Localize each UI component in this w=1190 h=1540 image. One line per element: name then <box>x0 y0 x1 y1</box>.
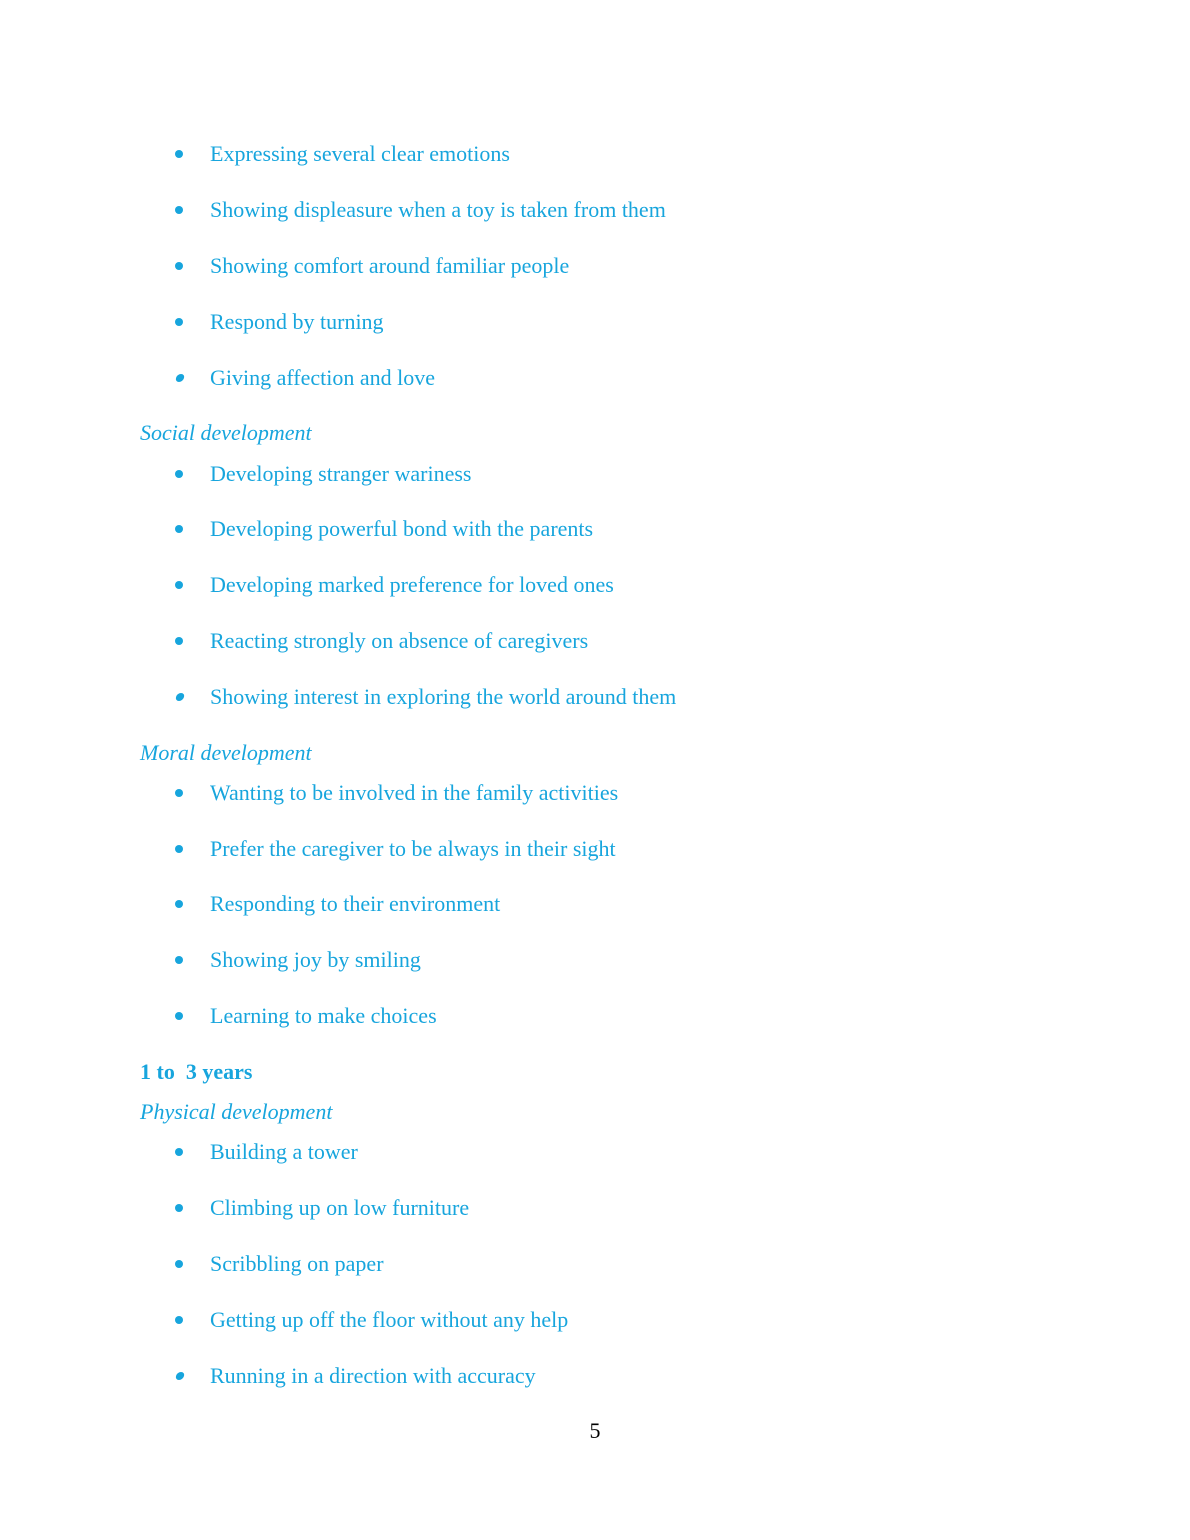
bullet-icon <box>175 845 183 853</box>
bullet-icon <box>175 318 183 326</box>
bullet-icon <box>175 637 183 645</box>
list-item: Wanting to be involved in the family activities <box>210 780 619 805</box>
bullet-icon <box>175 1012 183 1020</box>
section-heading-physical: Physical development <box>140 1099 333 1124</box>
list-item: Learning to make choices <box>210 1003 437 1028</box>
bullet-icon <box>175 581 183 589</box>
bullet-icon <box>175 1204 183 1212</box>
bullet-icon <box>175 374 185 382</box>
list-item: Expressing several clear emotions <box>210 141 510 166</box>
list-item: Developing stranger wariness <box>210 461 472 486</box>
section-heading-social: Social development <box>140 420 312 445</box>
list-item: Getting up off the floor without any help <box>210 1307 569 1332</box>
list-item: Showing displeasure when a toy is taken from them <box>210 197 666 222</box>
list-item: Developing marked preference for loved ones <box>210 572 614 597</box>
list-item: Developing powerful bond with the parents <box>210 516 594 541</box>
list-item: Showing interest in exploring the world around them <box>210 684 677 709</box>
section-heading-moral: Moral development <box>140 740 312 765</box>
list-item: Running in a direction with accuracy <box>210 1363 536 1388</box>
list-item: Showing comfort around familiar people <box>210 253 570 278</box>
bullet-icon <box>175 693 185 701</box>
bullet-icon <box>175 1372 185 1380</box>
bullet-icon <box>175 789 183 797</box>
page-number: 5 <box>589 1418 601 1443</box>
bullet-icon <box>175 150 183 158</box>
bullet-icon <box>175 900 183 908</box>
bullet-icon <box>175 1316 183 1324</box>
list-item: Building a tower <box>210 1139 358 1164</box>
bullet-icon <box>175 262 183 270</box>
bullet-icon <box>175 470 183 478</box>
list-item: Climbing up on low furniture <box>210 1195 470 1220</box>
list-item: Showing joy by smiling <box>210 947 421 972</box>
bullet-icon <box>175 1260 183 1268</box>
list-item: Scribbling on paper <box>210 1251 384 1276</box>
bullet-icon <box>175 206 183 214</box>
list-item: Respond by turning <box>210 309 384 334</box>
list-item: Reacting strongly on absence of caregivers <box>210 628 589 653</box>
list-item: Prefer the caregiver to be always in their sight <box>210 836 616 861</box>
bullet-icon <box>175 525 183 533</box>
bullet-icon <box>175 956 183 964</box>
list-item: Responding to their environment <box>210 891 501 916</box>
bullet-icon <box>175 1148 183 1156</box>
age-heading: 1 to 3 years <box>140 1059 253 1084</box>
list-item: Giving affection and love <box>210 365 436 390</box>
